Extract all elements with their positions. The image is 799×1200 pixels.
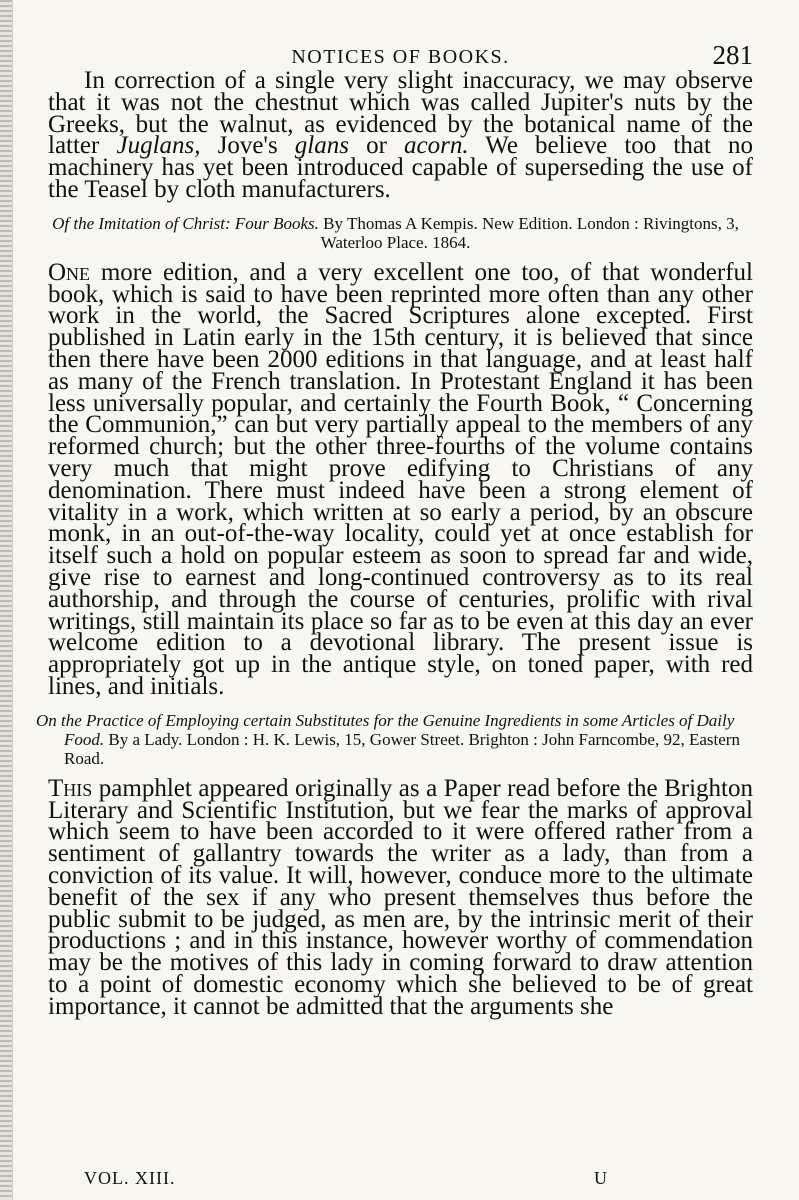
text-run: We believe too that no machinery has yet been introduced capable of superseding the use of the Teasel by cloth manufacturers. [48,132,753,203]
lead-word: This [48,774,93,802]
notice-heading-imitation-of-christ [48,214,743,252]
book-title: On the Practice of Employing certain Substitutes for the Genuine Ingredients in some Articles of Daily Food. [36,710,735,749]
page [36,0,753,1188]
notice-heading-substitutes [36,711,743,768]
text-run: In correction of a single very slight inaccuracy, we may observe that it was not the chestnut which was called Jupiter's nuts by the Greeks, but the walnut, as evidenced by the botanical name of the latter [48,67,753,160]
book-title: Of the Imitation of Christ: Four Books. [52,213,319,233]
italic-run: Juglans, [116,132,201,160]
review-text: pamphlet appeared originally as a Paper read before the Brighton Literary and Scientific Institution, but we fear the marks of approval which seem to have been accorded to it were offered rather from a sentiment of gallantry towards the writer as a lady, than from a conviction of its value. It will, however, conduce more to the ultimate benefit of the sex if any who present themselves thus before the public submit to be judged, as men are, by the intrinsic merit of their productions ; and in this instance, however worthy of commendation may be the motives of this lady in coming forward to draw attention to a point of domestic economy which she believed to be of great importance, it cannot be admitted that the arguments she [48,774,753,1020]
italic-run: acorn. [404,132,469,160]
text-run: or [348,132,405,160]
publication-details: By a Lady. London : H. K. Lewis, 15, Gower Street. Brighton : John Farncombe, 92, Eastern Road. [64,729,740,768]
review-imitation-of-christ [48,258,753,700]
review-text: more edition, and a very excellent one too, of that wonderful book, which is said to have been reprinted more often than any other work in the world, the Sacred Scriptures alone excepted. First published in Latin early in the 15th century, it is believed that since then there have been 2000 editions in that language, and at least half as many of the French translation. In Protestant England it has been less universally popular, and certainly the Fourth Book, “ Concerning the Communion,” can but very partially appeal to the members of any reformed church; but the other three-fourths of the volume contains very much that might prove edifying to Christians of any denomination. There must indeed have been a strong element of vitality in a work, which written at so early a period, by an obscure monk, in an out-of-the-way locality, could yet at once establish for itself such a hold on popular esteem as soon to spread far and wide, give rise to earnest and long-continued controversy as to its real authorship, and through the course of centuries, prolific with rival writings, still maintain its place so far as to be even at this day an ever welcome edition to a devotional library. The present issue is appropriately got up in the antique style, on toned paper, with red lines, and initials. [48,258,753,700]
page-number: 281 [712,40,753,70]
volume-label: VOL. XIII. [84,1168,176,1188]
publication-details: By Thomas A Kempis. New Edition. London : Rivingtons, 3, Waterloo Place. 1864. [318,213,739,252]
signature-mark: U [594,1168,607,1188]
running-title: NOTICES OF BOOKS. [291,46,510,68]
book-binding-edge [0,0,13,1200]
italic-run: glans [294,132,349,160]
intro-paragraph [48,67,753,203]
lead-word: One [48,258,91,286]
running-head [48,0,753,70]
review-substitutes [48,774,753,1020]
text-run: Jove's [200,132,295,160]
page-footer [48,1168,753,1192]
